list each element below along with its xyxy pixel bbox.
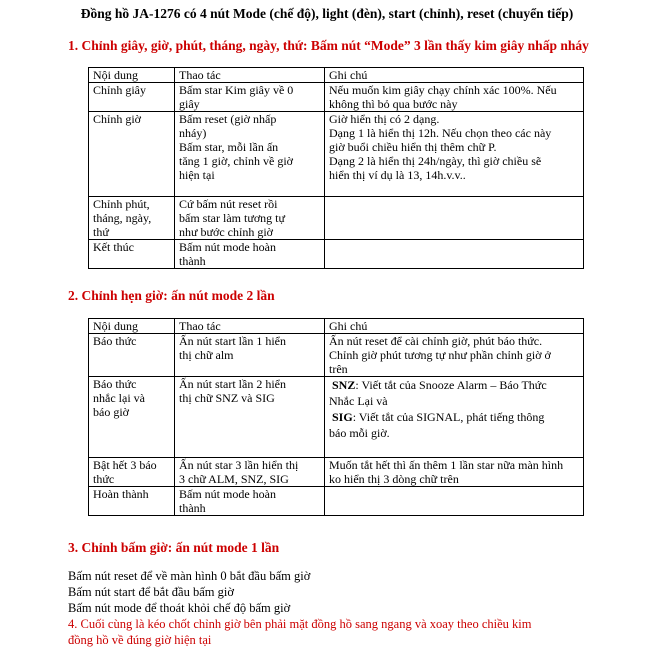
table-row	[89, 377, 584, 458]
header-note: Ghi chú	[325, 68, 584, 83]
cell-action: Ấn nút star 3 lần hiển thị 3 chữ ALM, SNZ, SIG	[175, 458, 325, 487]
snz-term: SNZ	[332, 378, 356, 392]
stopwatch-step-3: Bấm nút mode để thoát khỏi chế độ bấm giờ	[68, 601, 291, 615]
cell-action: Ấn nút start lần 1 hiển thị chữ alm	[175, 334, 325, 377]
final-note-line-2: đồng hồ về đúng giờ hiện tại	[68, 633, 212, 647]
cell-note: Ấn nút reset để cài chỉnh giờ, phút báo thức. Chỉnh giờ phút tương tự như phần chỉnh giờ ở trên	[325, 334, 584, 377]
cell-action: Bấm nút mode hoàn thành	[175, 487, 325, 516]
header-action: Thao tác	[175, 68, 325, 83]
table-row	[89, 458, 584, 487]
cell-note	[325, 197, 584, 240]
section-2-heading: 2. Chỉnh hẹn giờ: ấn nút mode 2 lần	[68, 288, 275, 303]
table-header-row	[89, 68, 584, 83]
table-row	[89, 487, 584, 516]
table-row	[89, 83, 584, 112]
stopwatch-step-2: Bấm nút start để bắt đầu bấm giờ	[68, 585, 234, 599]
cell-note	[325, 240, 584, 269]
document-title: Đồng hồ JA-1276 có 4 nút Mode (chế độ), light (đèn), start (chỉnh), reset (chuyển tiếp)	[80, 6, 574, 21]
cell-content: Chỉnh giây	[89, 83, 175, 112]
cell-note: Muốn tắt hết thì ấn thêm 1 lần star nữa màn hình ko hiển thị 3 dòng chữ trên	[325, 458, 584, 487]
cell-note: Giờ hiển thị có 2 dạng. Dạng 1 là hiển thị 12h. Nếu chọn theo các này giờ buổi chiều hiển thị thêm chữ P. Dạng 2 là hiển thị 24h/ngày, thì giờ chiều sẽ hiển thị ví dụ là 13, 14h.v.v..	[325, 112, 584, 197]
header-action: Thao tác	[175, 319, 325, 334]
cell-action: Bấm reset (giờ nhấp nháy) Bấm star, mỗi lần ấn tăng 1 giờ, chỉnh về giờ hiện tại	[175, 112, 325, 197]
section-1-heading: 1. Chỉnh giây, giờ, phút, tháng, ngày, thứ: Bấm nút “Mode” 3 lần thấy kim giây nhấp nháy	[68, 38, 589, 53]
sig-term: SIG	[332, 410, 353, 424]
cell-content: Chỉnh giờ	[89, 112, 175, 197]
cell-content: Kết thúc	[89, 240, 175, 269]
cell-content: Báo thức nhắc lại và báo giờ	[89, 377, 175, 458]
table-header-row	[89, 319, 584, 334]
alarm-table	[88, 318, 584, 516]
final-note-line-1: 4. Cuối cùng là kéo chốt chỉnh giờ bên phải mặt đồng hồ sang ngang và xoay theo chiều kim	[68, 617, 532, 631]
cell-content: Hoàn thành	[89, 487, 175, 516]
header-content: Nội dung	[89, 319, 175, 334]
cell-action: Ấn nút start lần 2 hiển thị chữ SNZ và SIG	[175, 377, 325, 458]
setting-time-table	[88, 67, 584, 269]
table-row	[89, 334, 584, 377]
header-content: Nội dung	[89, 68, 175, 83]
cell-note: Nếu muốn kim giây chạy chính xác 100%. Nếu không thì bỏ qua bước này	[325, 83, 584, 112]
section-3-heading: 3. Chỉnh bấm giờ: ấn nút mode 1 lần	[68, 540, 280, 555]
cell-note	[325, 487, 584, 516]
header-note: Ghi chú	[325, 319, 584, 334]
table-row	[89, 112, 584, 197]
cell-content: Chỉnh phút, tháng, ngày, thứ	[89, 197, 175, 240]
cell-content: Báo thức	[89, 334, 175, 377]
cell-content: Bật hết 3 báo thức	[89, 458, 175, 487]
stopwatch-step-1: Bấm nút reset để về màn hình 0 bắt đầu bấm giờ	[68, 569, 311, 583]
table-row	[89, 240, 584, 269]
table-row	[89, 197, 584, 240]
cell-action: Bấm star Kim giây về 0 giây	[175, 83, 325, 112]
cell-note: SNZ: Viết tắt của Snooze Alarm – Báo Thức Nhắc Lại và SIG: Viết tắt của SIGNAL, phát tiếng thông báo mỗi giờ.	[325, 377, 584, 458]
cell-action: Cứ bấm nút reset rồi bấm star làm tương tự như bước chỉnh giờ	[175, 197, 325, 240]
cell-action: Bấm nút mode hoàn thành	[175, 240, 325, 269]
